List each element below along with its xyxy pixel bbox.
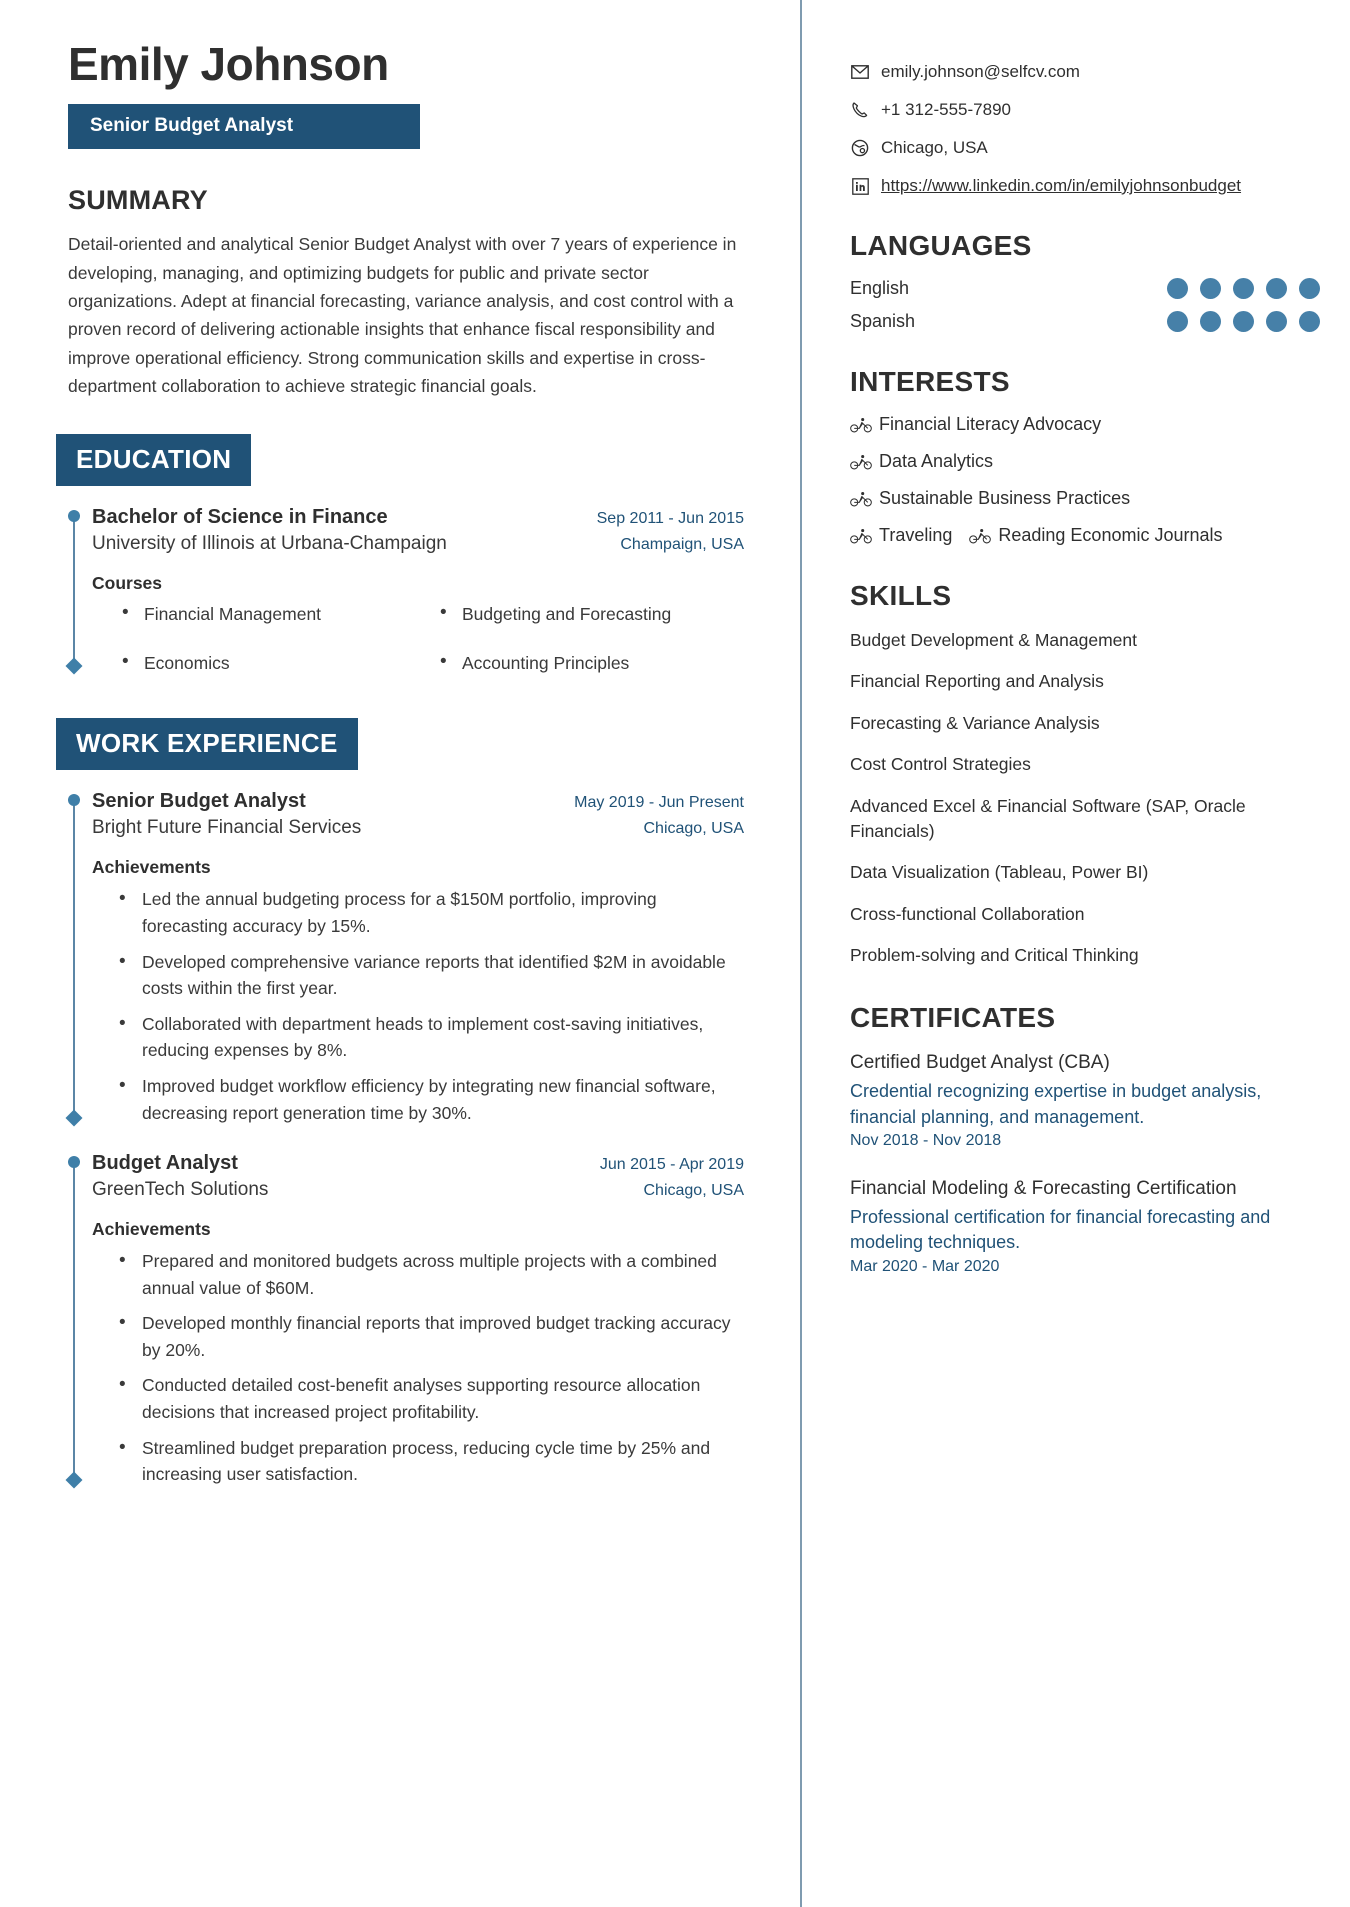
candidate-job-title: Senior Budget Analyst [68,104,420,149]
certificates-list [850,1050,1320,1275]
level-dot [1200,278,1221,299]
interest-item [850,488,1130,509]
contact-linkedin-text[interactable]: https://www.linkedin.com/in/emilyjohnsonbudget [881,176,1242,195]
timeline-end-diamond-icon [66,1110,83,1127]
work-role: Senior Budget Analyst [92,790,306,813]
language-name: Spanish [850,311,916,331]
language-level-dots [1167,278,1320,299]
skill-item: Forecasting & Variance Analysis [850,712,1100,733]
timeline-line [73,1162,75,1476]
level-dot [1200,311,1221,332]
interest-line [850,525,1320,546]
achievement-item: • Developed monthly financial reports that improved budget tracking accuracy by 20%. [116,1310,744,1363]
certificates-heading: CERTIFICATES [850,1002,1056,1034]
interest-label: Sustainable Business Practices [879,488,1131,508]
education-dates: Sep 2011 - Jun 2015 [596,510,744,528]
certificate-name: Financial Modeling & Forecasting Certification [850,1178,1237,1200]
certificate-item [850,1050,1320,1150]
work-experience-heading: WORK EXPERIENCE [56,718,358,770]
right-column [802,40,1350,1907]
timeline-line [73,516,75,662]
work-company: Bright Future Financial Services [92,817,362,839]
bicycle-icon [850,528,872,544]
interest-line [850,488,1320,509]
skill-item: Financial Reporting and Analysis [850,671,1104,692]
skills-heading: SKILLS [850,580,952,611]
timeline-start-dot-icon [68,1156,80,1168]
work-location: Chicago, USA [643,820,744,838]
education-location: Champaign, USA [620,536,744,554]
courses-label: Courses [92,573,163,594]
bicycle-icon [969,528,991,544]
certificate-dates: Nov 2018 - Nov 2018 [850,1132,1002,1150]
level-dot [1233,311,1254,332]
work-entry [68,790,744,1126]
course-item: • Budgeting and Forecasting [438,604,744,625]
linkedin-icon [850,176,870,196]
skill-item: Budget Development & Management [850,630,1137,650]
skill-item: Cross-functional Collaboration [850,903,1085,924]
work-entry [68,1152,744,1488]
certificate-description: Credential recognizing expertise in budget analysis, financial planning, and management. [850,1080,1262,1127]
interest-item [969,525,1222,546]
summary-heading: SUMMARY [68,185,208,216]
languages-list [850,278,1320,332]
interests-heading: INTERESTS [850,366,1010,397]
course-item: • Accounting Principles [438,653,744,674]
achievement-item: • Conducted detailed cost-benefit analyses supporting resource allocation decisions that increased project profitability. [116,1372,744,1425]
interest-label: Data Analytics [879,451,994,471]
languages-heading: LANGUAGES [850,230,1032,261]
achievement-item: • Prepared and monitored budgets across multiple projects with a combined annual value of $60M. [116,1248,744,1301]
contact-phone-text: +1 312-555-7890 [881,100,1011,119]
level-dot [1167,311,1188,332]
education-school: University of Illinois at Urbana-Champaign [92,533,447,555]
interest-item [850,525,952,546]
language-row [850,311,1320,332]
certificate-dates: Mar 2020 - Mar 2020 [850,1257,1000,1275]
contact-linkedin[interactable] [850,176,1320,196]
contact-phone [850,100,1320,120]
bicycle-icon [850,454,872,470]
achievements-list [116,886,744,1126]
courses-list [120,604,744,674]
left-column [0,40,800,1907]
skill-item: Advanced Excel & Financial Software (SAP, Oracle Financials) [850,795,1246,841]
education-entry [68,506,744,674]
work-dates: Jun 2015 - Apr 2019 [599,1156,744,1174]
work-location: Chicago, USA [643,1182,744,1200]
level-dot [1233,278,1254,299]
achievement-item: • Developed comprehensive variance reports that identified $2M in avoidable costs within the first year. [116,949,744,1002]
level-dot [1299,278,1320,299]
achievement-item: • Collaborated with department heads to implement cost-saving initiatives, reducing expenses by 8%. [116,1011,744,1064]
level-dot [1266,278,1287,299]
course-item: • Financial Management [120,604,426,625]
timeline-end-diamond-icon [66,1471,83,1488]
education-degree: Bachelor of Science in Finance [92,506,388,529]
level-dot [1266,311,1287,332]
course-item: • Economics [120,653,426,674]
interests-list [850,414,1320,546]
contact-location [850,138,1320,158]
contact-list [850,62,1320,196]
level-dot [1167,278,1188,299]
achievement-item: • Led the annual budgeting process for a $150M portfolio, improving forecasting accuracy by 15%. [116,886,744,939]
contact-location-text: Chicago, USA [881,138,988,157]
language-name: English [850,278,910,298]
language-level-dots [1167,311,1320,332]
bicycle-icon [850,491,872,507]
skills-list [850,628,1320,968]
interest-label: Reading Economic Journals [998,525,1223,545]
work-role: Budget Analyst [92,1152,238,1175]
bicycle-icon [850,417,872,433]
achievements-label: Achievements [92,857,211,878]
globe-icon [850,138,870,158]
interest-label: Traveling [879,525,953,545]
certificate-name: Certified Budget Analyst (CBA) [850,1052,1110,1074]
achievements-label: Achievements [92,1219,211,1240]
interest-line [850,451,1320,472]
certificate-item [850,1176,1320,1276]
achievements-list [116,1248,744,1488]
timeline-end-diamond-icon [66,658,83,675]
interest-label: Financial Literacy Advocacy [879,414,1102,434]
language-row [850,278,1320,299]
interest-item [850,451,993,472]
envelope-icon [850,62,870,82]
contact-email-text: emily.johnson@selfcv.com [881,62,1080,81]
candidate-name: Emily Johnson [68,38,389,90]
level-dot [1299,311,1320,332]
education-heading: EDUCATION [56,434,251,486]
summary-text: Detail-oriented and analytical Senior Budget Analyst with over 7 years of experience in developing, managing, and optimizing budgets for public and private sector organizations. Adept at financial forecasting, variance analysis, and cost control with a proven record of delivering actionable insights that enhance fiscal responsibility and improve operational efficiency. Strong communication skills and expertise in cross-department collaboration to achieve strategic financial goals. [68,234,737,397]
certificate-description: Professional certification for financial forecasting and modeling techniques. [850,1206,1271,1253]
skill-item: Cost Control Strategies [850,754,1031,775]
work-company: GreenTech Solutions [92,1179,269,1201]
interest-item [850,414,1101,435]
achievement-item: • Improved budget workflow efficiency by integrating new financial software, decreasing report generation time by 30%. [116,1073,744,1126]
work-dates: May 2019 - Jun Present [574,794,744,812]
phone-icon [850,100,870,120]
timeline-start-dot-icon [68,794,80,806]
contact-email [850,62,1320,82]
achievement-item: • Streamlined budget preparation process, reducing cycle time by 25% and increasing user satisfaction. [116,1435,744,1488]
timeline-line [73,800,75,1114]
timeline-start-dot-icon [68,510,80,522]
interest-line [850,414,1320,435]
skill-item: Data Visualization (Tableau, Power BI) [850,862,1149,883]
skill-item: Problem-solving and Critical Thinking [850,945,1139,965]
